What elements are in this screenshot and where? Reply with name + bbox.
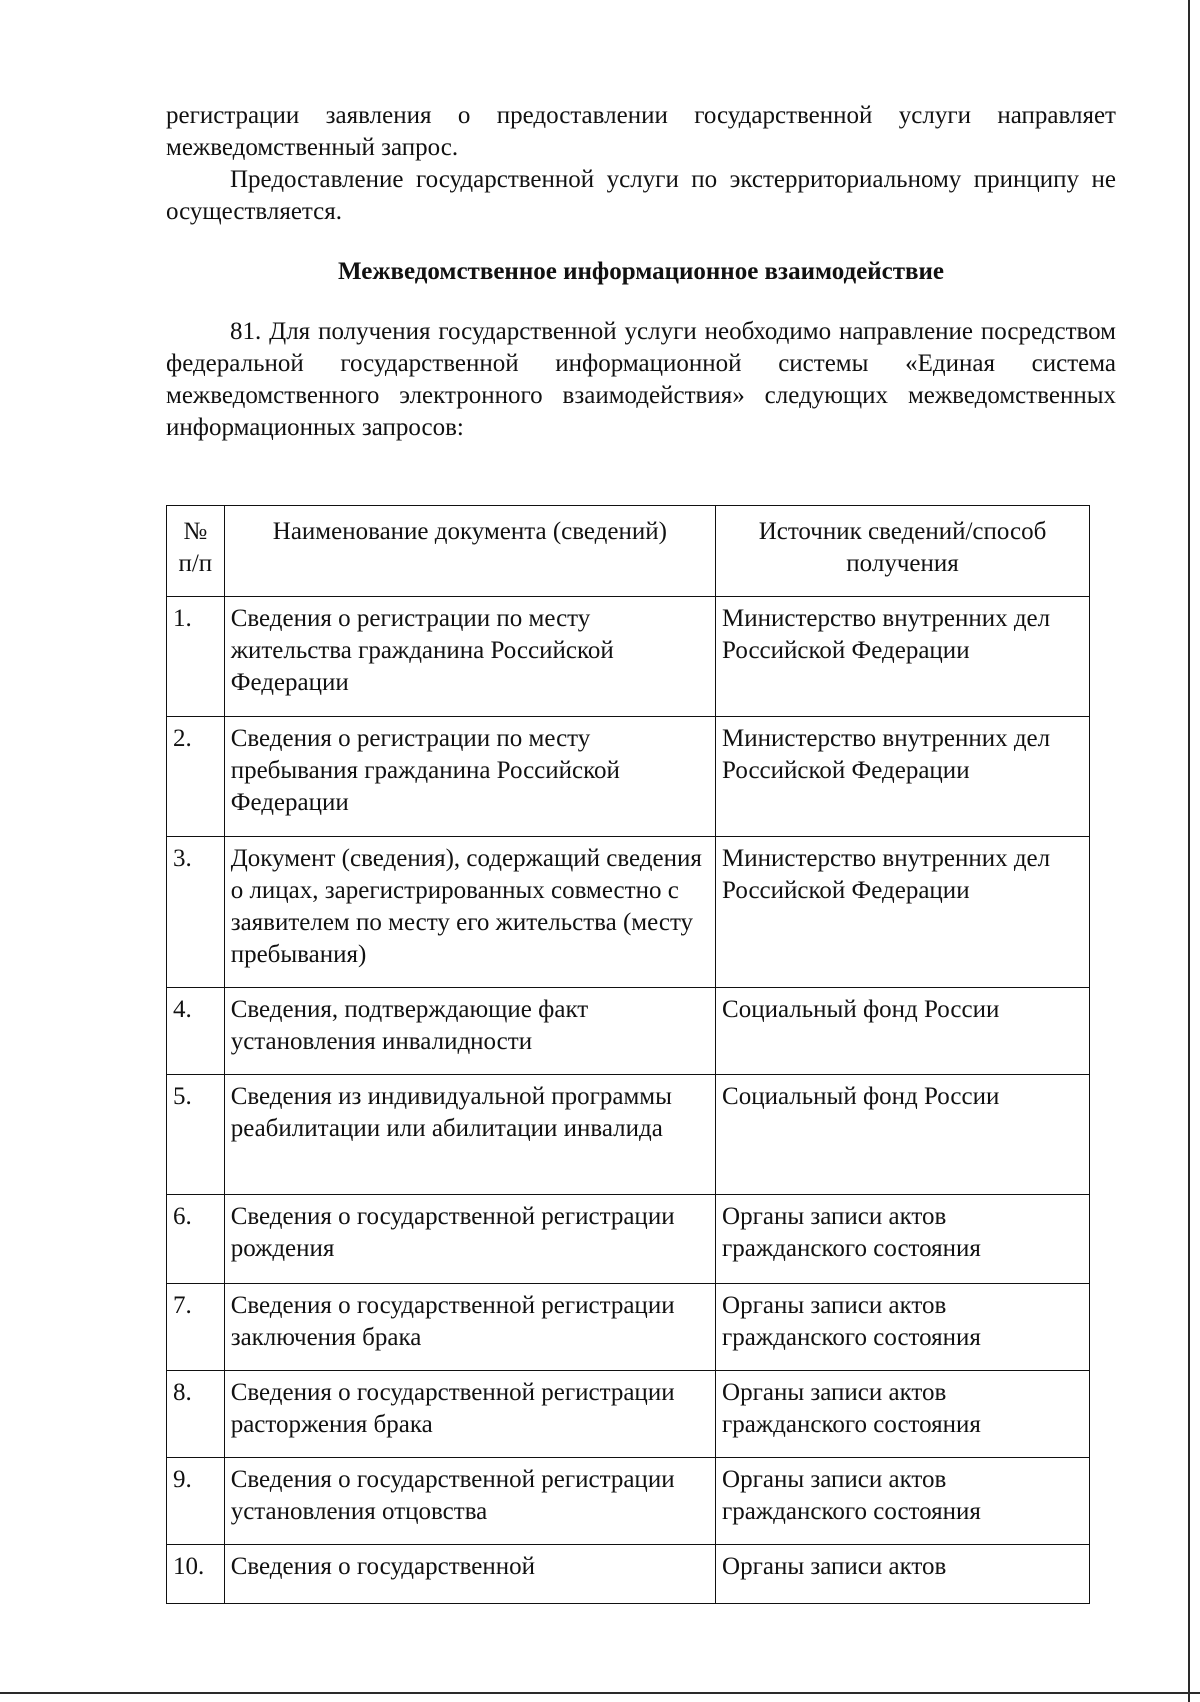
table-row <box>167 1545 1090 1604</box>
row-source: Органы записи актов гражданского состояния <box>716 1284 1090 1371</box>
paragraph-exterritorial: Предоставление государственной услуги по экстерриториальному принципу не осуществляется. <box>166 166 1116 225</box>
row-num: 10. <box>167 1545 225 1604</box>
row-name: Сведения о государственной регистрации расторжения брака <box>224 1371 715 1458</box>
header-source: Источник сведений/способ получения <box>716 506 1090 597</box>
document-body <box>166 100 1116 444</box>
row-source: Органы записи актов гражданского состояния <box>716 1195 1090 1284</box>
row-name: Сведения о государственной регистрации заключения брака <box>224 1284 715 1371</box>
table-row <box>167 1371 1090 1458</box>
row-num: 4. <box>167 988 225 1075</box>
row-source: Органы записи актов гражданского состояния <box>716 1458 1090 1545</box>
row-source: Министерство внутренних дел Российской Федерации <box>716 837 1090 988</box>
row-num: 5. <box>167 1075 225 1195</box>
header-name: Наименование документа (сведений) <box>224 506 715 597</box>
row-name: Сведения о регистрации по месту пребывания гражданина Российской Федерации <box>224 717 715 837</box>
table-header-row <box>167 506 1090 597</box>
table-row <box>167 1458 1090 1545</box>
table-row <box>167 1284 1090 1371</box>
row-source: Министерство внутренних дел Российской Федерации <box>716 597 1090 717</box>
table-row <box>167 717 1090 837</box>
paragraph-continuation: регистрации заявления о предоставлении государственной услуги направляет межведомственный запрос. <box>166 102 1116 161</box>
page-edge-bottom <box>0 1692 1200 1694</box>
page-edge-right <box>1188 0 1190 1702</box>
header-num: № п/п <box>167 506 225 597</box>
table-row <box>167 837 1090 988</box>
row-num: 1. <box>167 597 225 717</box>
table-row <box>167 597 1090 717</box>
row-source: Министерство внутренних дел Российской Федерации <box>716 717 1090 837</box>
row-name: Сведения о государственной регистрации рождения <box>224 1195 715 1284</box>
row-name: Сведения о государственной <box>224 1545 715 1604</box>
row-num: 2. <box>167 717 225 837</box>
row-num: 8. <box>167 1371 225 1458</box>
row-name: Документ (сведения), содержащий сведения о лицах, зарегистрированных совместно с заявителем по месту его жительства (месту пребывания) <box>224 837 715 988</box>
table-row <box>167 1195 1090 1284</box>
row-name: Сведения о государственной регистрации установления отцовства <box>224 1458 715 1545</box>
table-row <box>167 988 1090 1075</box>
row-source: Социальный фонд России <box>716 988 1090 1075</box>
row-source: Органы записи актов <box>716 1545 1090 1604</box>
row-name: Сведения о регистрации по месту жительства гражданина Российской Федерации <box>224 597 715 717</box>
row-num: 9. <box>167 1458 225 1545</box>
row-source: Органы записи актов гражданского состояния <box>716 1371 1090 1458</box>
row-num: 7. <box>167 1284 225 1371</box>
requests-table <box>166 505 1090 1604</box>
paragraph-81: 81. Для получения государственной услуги необходимо направление посредством федеральной государственной информационной системы «Единая система межведомственного электронного взаимодействия» следующих межведомственных информационных запросов: <box>166 318 1116 441</box>
table-row <box>167 1075 1090 1195</box>
section-heading: Межведомственное информационное взаимодействие <box>338 258 944 285</box>
row-source: Социальный фонд России <box>716 1075 1090 1195</box>
row-name: Сведения из индивидуальной программы реабилитации или абилитации инвалида <box>224 1075 715 1195</box>
row-num: 6. <box>167 1195 225 1284</box>
row-num: 3. <box>167 837 225 988</box>
row-name: Сведения, подтверждающие факт установления инвалидности <box>224 988 715 1075</box>
